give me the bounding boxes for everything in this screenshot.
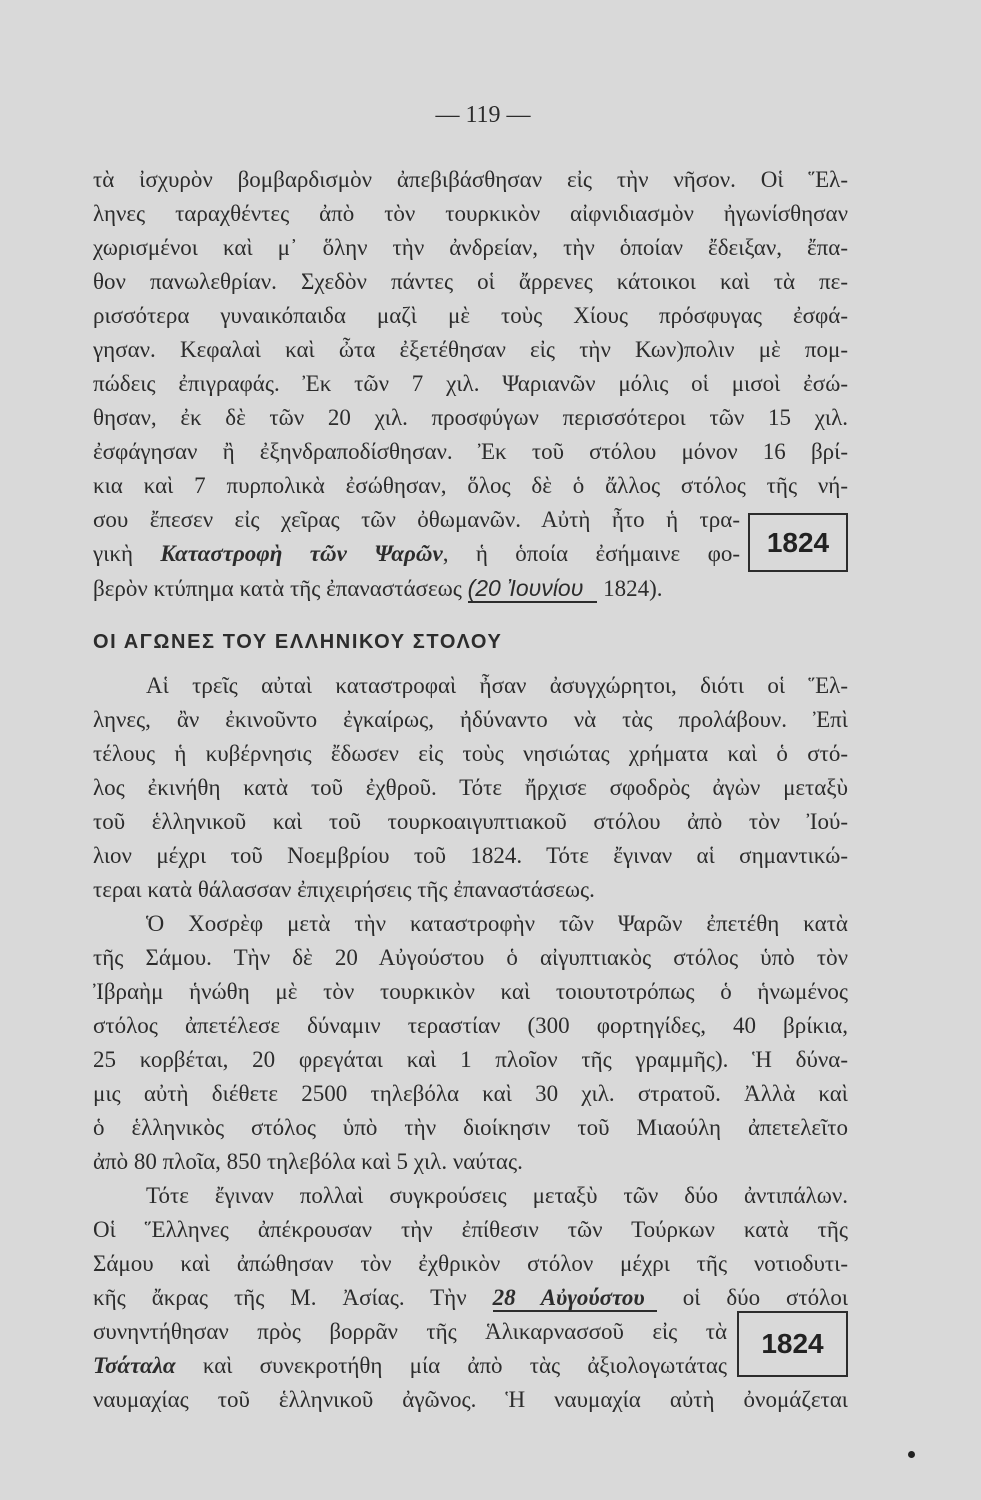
margin-year-box: 1824 [737,1311,848,1377]
paragraph-psara [93,163,848,605]
text-span: καὶ συνεκροτήθη μία ἀπὸ τὰς ἀξιολογωτάτας [202,1353,727,1378]
text-span: γικὴ [93,541,133,566]
text-line: λος ἐκινήθη κατὰ τοῦ ἐχθροῦ. Τότε ἤρχισε σφοδρὸς ἀγὼν μεταξὺ [93,775,848,800]
text-line: συνηντήθησαν πρὸς βορρᾶν τῆς Ἁλικαρνασσοῦ εἰς τὰ [93,1319,727,1344]
text-line [93,1349,727,1383]
section-heading: ΟΙ ΑΓΩΝΕΣ ΤΟΥ ΕΛΛΗΝΙΚΟΥ ΣΤΟΛΟΥ [93,631,503,653]
text-line: μις αὐτὴ διέθετε 2500 τηλεβόλα καὶ 30 χιλ. στρατοῦ. Ἀλλὰ καὶ [93,1081,848,1106]
text-line: θησαν, ἐκ δὲ τῶν 20 χιλ. προσφύγων περισσότεροι τῶν 15 χιλ. [93,405,848,430]
text-line: γησαν. Κεφαλαὶ καὶ ὦτα ἐξετέθησαν εἰς τὴν Κων)πολιν μὲ πομ- [93,337,848,362]
text-span: βερὸν κτύπημα κατὰ τῆς ἐπαναστάσεως [93,576,462,601]
emphasis-psara-destruction: Καταστροφὴ τῶν Ψαρῶν [160,541,443,566]
text-line: Τότε ἔγιναν πολλαὶ συγκρούσεις μεταξὺ τῶν δύο ἀντιπάλων. [146,1183,848,1208]
text-line: Ὁ Χοσρὲφ μετὰ τὴν καταστροφὴν τῶν Ψαρῶν ἐπετέθη κατὰ [146,911,848,936]
text-line: σου ἔπεσεν εἰς χεῖρας τῶν ὀθωμανῶν. Αὐτὴ ἦτο ἡ τρα- [93,507,740,532]
text-line: ναυμαχίας τοῦ ἑλληνικοῦ ἀγῶνος. Ἡ ναυμαχία αὐτὴ ὀνομάζεται [93,1387,848,1412]
paragraph [93,907,848,1179]
text-line: Οἱ Ἕλληνες ἀπέκρουσαν τὴν ἐπίθεσιν τῶν Τούρκων κατὰ τῆς [93,1217,848,1242]
text-line: 25 κορβέται, 20 φρεγάται καὶ 1 πλοῖον τῆς γραμμῆς). Ἡ δύνα- [93,1047,848,1072]
text-line: ληνες ταραχθέντες ἀπὸ τὸν τουρκικὸν αἰφνιδιασμὸν ἠγωνίσθησαν [93,201,848,226]
underlined-date: 28 Αὐγούστου [493,1285,657,1312]
text-line: στόλος ἀπετέλεσε δύναμιν τεραστίαν (300 φορτηγίδες, 40 βρίκια, [93,1013,848,1038]
text-line: τὰ ἰσχυρὸν βομβαρδισμὸν ἀπεβιβάσθησαν εἰς τὴν νῆσον. Οἱ Ἕλ- [93,167,848,192]
text-line: τῆς Σάμου. Τὴν δὲ 20 Αὐγούστου ὁ αἰγυπτιακὸς στόλος ὑπὸ τὸν [93,945,848,970]
text-line [93,537,740,571]
text-line: πώδεις ἐπιγραφάς. Ἐκ τῶν 7 χιλ. Ψαριανῶν μόλις οἱ μισοὶ ἐσώ- [93,371,848,396]
text-line: ἀπὸ 80 πλοῖα, 850 τηλεβόλα καὶ 5 χιλ. ναύτας. [93,1149,523,1174]
underlined-date: (20 Ἰουνίου [468,575,598,603]
text-span: κῆς ἄκρας τῆς Μ. Ἀσίας. Τὴν [93,1285,467,1310]
text-line [93,1281,848,1315]
text-line: λιον μέχρι τοῦ Νοεμβρίου τοῦ 1824. Τότε ἔγιναν αἱ σημαντικώ- [93,843,848,868]
text-span: , ἡ ὁποία ἐσήμαινε φο- [442,541,740,566]
text-span: οἱ δύο στόλοι [682,1285,848,1310]
text-line [93,571,848,605]
text-line: Ἰβραὴμ ἡνώθη μὲ τὸν τουρκικὸν καὶ τοιουτοτρόπως ὁ ἡνωμένος [93,979,848,1004]
paragraph [93,669,848,907]
text-line: Σάμου καὶ ἀπώθησαν τὸν ἐχθρικὸν στόλον μέχρι τῆς νοτιοδυτι- [93,1251,848,1276]
margin-year-box: 1824 [748,513,848,572]
emphasis-place-name: Τσάταλα [93,1353,176,1378]
text-line: τοῦ ἑλληνικοῦ καὶ τοῦ τουρκοαιγυπτιακοῦ στόλου ἀπὸ τὸν Ἰού- [93,809,848,834]
text-line: ρισσότερα γυναικόπαιδα μαζὶ μὲ τοὺς Χίους πρόσφυγας ἐσφά- [93,303,848,328]
text-line: ληνες, ἂν ἐκινοῦντο ἐγκαίρως, ἠδύναντο νὰ τὰς προλάβουν. Ἐπὶ [93,707,848,732]
text-line: τέλους ἡ κυβέρνησις ἔδωσεν εἰς τοὺς νησιώτας χρήματα καὶ ὁ στό- [93,741,848,766]
page-number: — 119 — [435,102,531,128]
text-line: ἐσφάγησαν ἢ ἐξηνδραποδίσθησαν. Ἐκ τοῦ στόλου μόνον 16 βρί- [93,439,848,464]
text-span: 1824). [603,576,663,601]
ink-dot [908,1451,915,1458]
text-line: Αἱ τρεῖς αὐταὶ καταστροφαὶ ἦσαν ἀσυγχώρητοι, διότι οἱ Ἕλ- [146,673,848,698]
text-line: χωρισμένοι καὶ μ᾿ ὅλην τὴν ἀνδρείαν, τὴν ὁποίαν ἔδειξαν, ἔπα- [93,235,848,260]
paragraph [93,1179,848,1417]
text-line: θον πανωλεθρίαν. Σχεδὸν πάντες οἱ ἄρρενες κάτοικοι καὶ τὰ πε- [93,269,848,294]
text-line: τεραι κατὰ θάλασσαν ἐπιχειρήσεις τῆς ἐπαναστάσεως. [93,877,595,902]
text-line: ὁ ἑλληνικὸς στόλος ὑπὸ τὴν διοίκησιν τοῦ Μιαούλη ἀπετελεῖτο [93,1115,848,1140]
section-body [93,669,848,1417]
text-line: κια καὶ 7 πυρπολικὰ ἐσώθησαν, ὅλος δὲ ὁ ἄλλος στόλος τῆς νή- [93,473,848,498]
